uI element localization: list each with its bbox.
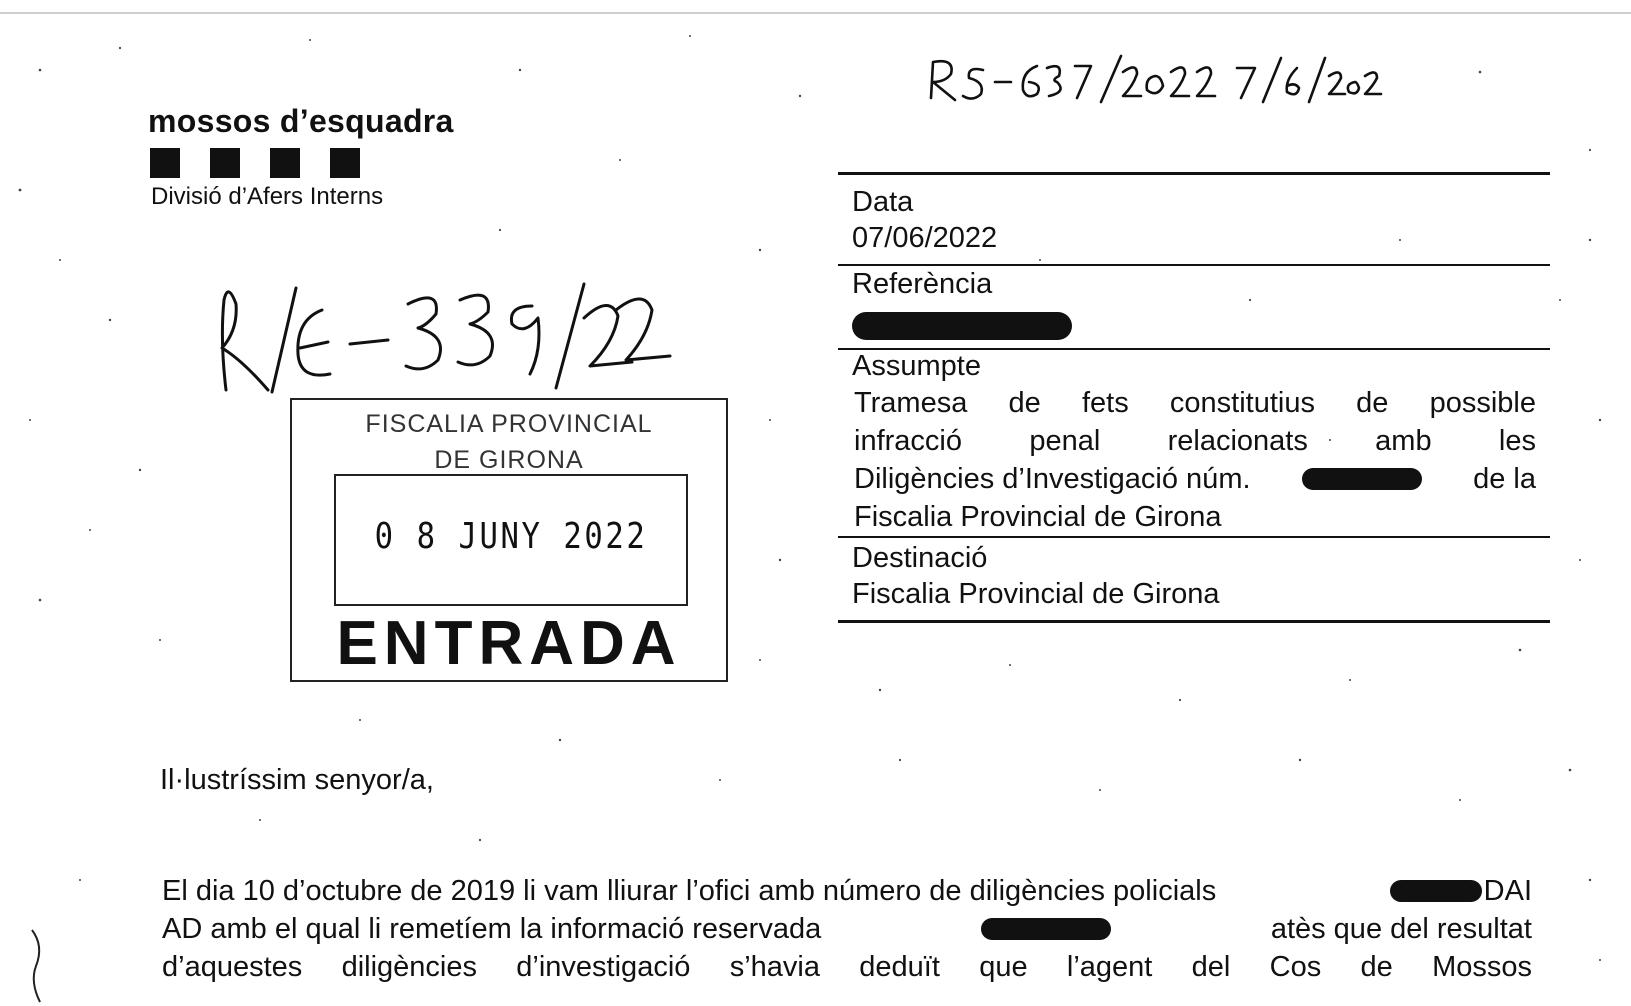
reference-redaction [852, 312, 1072, 340]
body-line-1-end: DAI [1483, 875, 1532, 907]
report-number-redaction [981, 918, 1111, 940]
brand-name: mossos d’esquadra [148, 103, 454, 139]
stamp-date: 0 8 JUNY 2022 [374, 516, 648, 557]
subject-line-3 [854, 460, 1536, 498]
body-line-2 [162, 910, 1532, 948]
info-rule-bottom [838, 620, 1550, 623]
destination-value: Fiscalia Provincial de Girona [852, 578, 1220, 610]
subject-line-3-text: Diligències d’Investigació núm. [854, 463, 1251, 495]
stamp-label: ENTRADA [336, 609, 682, 678]
entry-stamp [290, 398, 728, 682]
subject-line-3-end: de la [1473, 463, 1536, 495]
reference-label: Referència [852, 268, 993, 300]
date-label: Data [852, 186, 914, 218]
info-rule [838, 264, 1550, 266]
subject-line-4: Fiscalia Provincial de Girona [854, 501, 1222, 533]
body-line-2-text: AD amb el qual li remetíem la informació reservada [162, 913, 822, 945]
margin-bracket-mark [26, 926, 50, 1006]
stamp-office-city: DE GIRONA [434, 446, 584, 474]
info-rule [838, 536, 1550, 538]
subject-line-1: Tramesa de fets constitutius de possible [854, 387, 1536, 419]
stamp-office-name: FISCALIA PROVINCIAL [365, 410, 653, 438]
date-value: 07/06/2022 [852, 222, 998, 254]
subject-label: Assumpte [852, 350, 981, 382]
handwritten-input-register [212, 270, 672, 400]
greeting: Il·lustríssim senyor/a, [160, 764, 434, 796]
body-line-2-end: atès que del resultat [1270, 913, 1532, 945]
destination-label: Destinació [852, 542, 988, 574]
stamp-office [292, 406, 726, 478]
brand-logo [150, 148, 360, 178]
body-line-1 [162, 872, 1532, 910]
stamp-date-box [334, 474, 688, 606]
handwritten-output-register [925, 52, 1395, 112]
info-rule-top [838, 172, 1550, 175]
police-number-redaction [1390, 880, 1482, 902]
body-line-3: d’aquestes diligències d’investigació s’havia deduït que l’agent del Cos de Mossos [162, 951, 1532, 983]
diligence-number-redaction [1302, 468, 1422, 490]
division-name: Divisió d’Afers Interns [151, 183, 384, 210]
body-line-1-text: El dia 10 d’octubre de 2019 li vam lliurar l’ofici amb número de diligències policials [162, 875, 1217, 907]
subject-line-2: infracció penal relacionats amb les [854, 425, 1536, 457]
